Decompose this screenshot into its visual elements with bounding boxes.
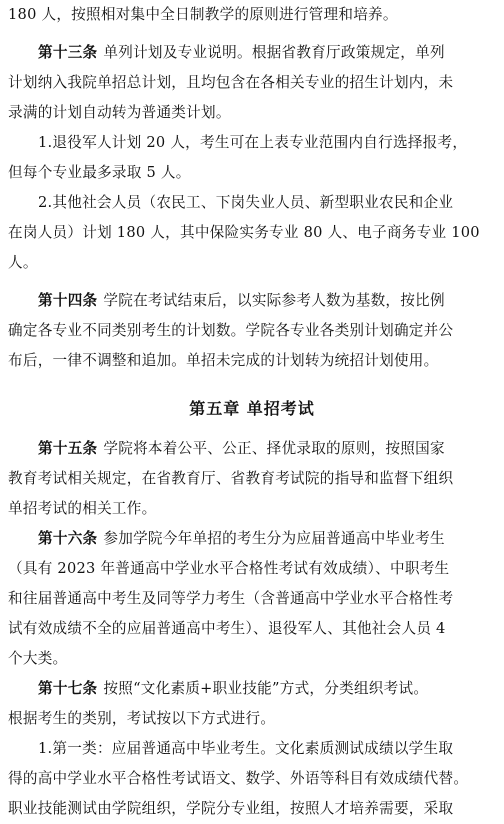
article-15-heading: 第十五条 (38, 440, 98, 457)
article-17-first-line (8, 674, 496, 704)
article-15 (8, 434, 496, 524)
text-line: 180 人，按照相对集中全日制教学的原则进行管理和培养。 (8, 6, 398, 23)
text-line: 人。 (8, 254, 38, 271)
article-17 (8, 674, 496, 734)
text-line: 教育考试相关规定，在省教育厅、省教育考试院的指导和监督下组织 (8, 470, 454, 487)
article-16-heading: 第十六条 (38, 530, 98, 547)
article-14-first-line (8, 286, 496, 316)
text-line: 布后，一律不调整和追加。单招未完成的计划转为统招计划使用。 (8, 352, 439, 369)
text-line: 单列计划及专业说明。根据省教育厅政策规定，单列 (103, 44, 445, 61)
article-14-heading: 第十四条 (38, 292, 98, 309)
spacer (8, 30, 496, 38)
text-line: 在岗人员）计划 180 人，其中保险实务专业 80 人、电子商务专业 100 (8, 224, 480, 241)
text-line: 确定各专业不同类别考生的计划数。学院各专业各类别计划确定并公 (8, 322, 454, 339)
text-line: 1.第一类：应届普通高中毕业考生。文化素质测试成绩以学生取 (38, 740, 454, 757)
article-15-first-line (8, 434, 496, 464)
paragraph-continuation (8, 0, 496, 30)
article-13-heading: 第十三条 (38, 44, 98, 61)
list-item-2 (8, 188, 496, 278)
article-14 (8, 286, 496, 376)
text-line: 参加学院今年单招的考生分为应届普通高中毕业考生 (103, 530, 445, 547)
article-16 (8, 524, 496, 674)
article-13-first-line (8, 38, 496, 68)
text-line: 按照“文化素质+职业技能”方式，分类组织考试。 (103, 680, 429, 697)
text-line: 但每个专业最多录取 5 人。 (8, 164, 191, 181)
text-line: 试有效成绩不全的应届普通高中考生）、退役军人、其他社会人员 4 (8, 620, 446, 637)
text-line: 学院在考试结束后，以实际参考人数为基数，按比例 (103, 292, 445, 309)
article-17-heading: 第十七条 (38, 680, 98, 697)
text-line: 2.其他社会人员（农民工、下岗失业人员、新型职业农民和企业 (38, 194, 454, 211)
text-line: 得的高中学业水平合格性考试语文、数学、外语等科目有效成绩代替。 (8, 770, 469, 787)
list-item-1 (8, 128, 496, 188)
text-line: 单招考试的相关工作。 (8, 500, 157, 517)
text-line: （具有 2023 年普通高中学业水平合格性考试有效成绩）、中职考生 (8, 560, 450, 577)
text-line: 计划纳入我院单招总计划，且均包含在各相关专业的招生计划内，未 (8, 74, 454, 91)
spacer (8, 278, 496, 286)
category-1 (8, 734, 496, 824)
chapter-heading: 第五章 单招考试 (189, 399, 315, 418)
text-line: 个大类。 (8, 650, 68, 667)
article-16-first-line (8, 524, 496, 554)
text-line: 和往届普通高中考生及同等学力考生（含普通高中学业水平合格性考 (8, 590, 454, 607)
spacer (8, 376, 496, 384)
text-line: 职业技能测试由学院组织，学院分专业组，按照人才培养需要，采取 (8, 800, 454, 817)
text-line: 根据考生的类别，考试按以下方式进行。 (8, 710, 276, 727)
text-line: 学院将本着公平、公正、择优录取的原则，按照国家 (103, 440, 445, 457)
article-13 (8, 38, 496, 128)
text-line: 录满的计划自动转为普通类计划。 (8, 104, 231, 121)
text-line: 1.退役军人计划 20 人，考生可在上表专业范围内自行选择报考， (38, 134, 468, 151)
